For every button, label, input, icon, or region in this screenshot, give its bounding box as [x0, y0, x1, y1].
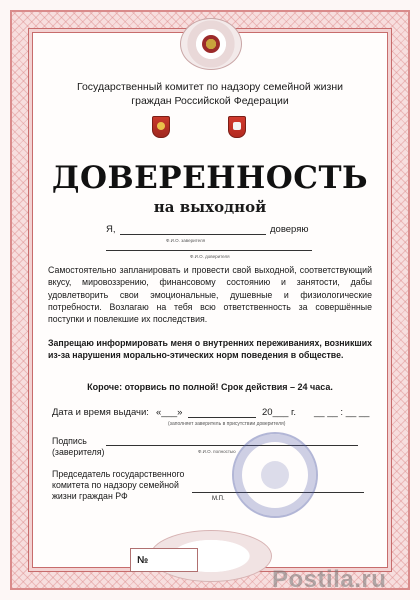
signature-line[interactable] — [106, 445, 358, 446]
issuer-line-2: граждан Российской Федерации — [131, 95, 289, 107]
watermark-text: Postila.ru — [272, 566, 387, 593]
principal-name-line[interactable] — [120, 234, 266, 235]
chairman-line-2: комитета по надзору семейной — [52, 480, 179, 490]
slogan: Короче: оторвись по полной! Срок действия – 24 часа. — [87, 382, 333, 392]
trust-label: доверяю — [270, 224, 309, 235]
serial-number-box — [130, 548, 198, 572]
document-title: ДОВЕРЕННОСТЬ — [51, 160, 369, 196]
attorney-name-line[interactable] — [106, 250, 312, 251]
seal-place-label: М.П. — [212, 496, 225, 502]
issue-hint: (заполняет заверитель в присутствии доверителя) — [168, 421, 286, 427]
chairman-line-3: жизни граждан РФ — [52, 491, 128, 501]
signature-label-line-2: (заверителя) — [52, 447, 105, 457]
attorney-hint: Ф.И.О. доверителя — [190, 254, 230, 259]
official-stamp-icon — [232, 432, 318, 518]
issue-month-line[interactable] — [188, 417, 256, 418]
issuer-line-1: Государственный комитет по надзору семейной жизни — [76, 81, 344, 93]
regional-coat-of-arms-icon — [152, 116, 170, 138]
moscow-coat-of-arms-icon — [228, 116, 246, 138]
issue-date-label: Дата и время выдачи: — [52, 407, 149, 418]
principal-hint: Ф.И.О. заверителя — [166, 238, 206, 243]
chairman-line-1: Председатель государственного — [52, 469, 185, 479]
signature-hint: Ф.И.О. полностью — [198, 449, 236, 454]
number-label: № — [137, 554, 149, 566]
i-label: Я, — [106, 224, 116, 235]
issue-year-field[interactable]: 20___ г. — [262, 407, 297, 418]
chairman-block — [52, 469, 184, 502]
top-emblem-icon — [180, 18, 242, 70]
issue-day-field[interactable]: «___» — [156, 407, 183, 418]
issuer-heading — [48, 80, 372, 108]
document-subtitle: на выходной — [153, 198, 267, 216]
signature-label-line-1: Подпись — [52, 436, 87, 446]
body-paragraph-2: Запрещаю информировать меня о внутренних переживаниях, возникших из-за нарушения морально-этических норм поведения в обществе. — [48, 338, 372, 361]
issue-time-field[interactable]: __ __ : __ __ — [314, 407, 370, 418]
body-paragraph-1: Самостоятельно запланировать и провести свой выходной, соответствующий вкусу, мировоззрению, финансовому состоянию и занятости, дабы удовлетворить свои эмоциональные, душевные и физиологические потребности. Возлагаю на тебя всю ответственность за совершённые поступки и повлекшие их последствия. — [48, 265, 372, 325]
signature-label — [52, 436, 105, 458]
